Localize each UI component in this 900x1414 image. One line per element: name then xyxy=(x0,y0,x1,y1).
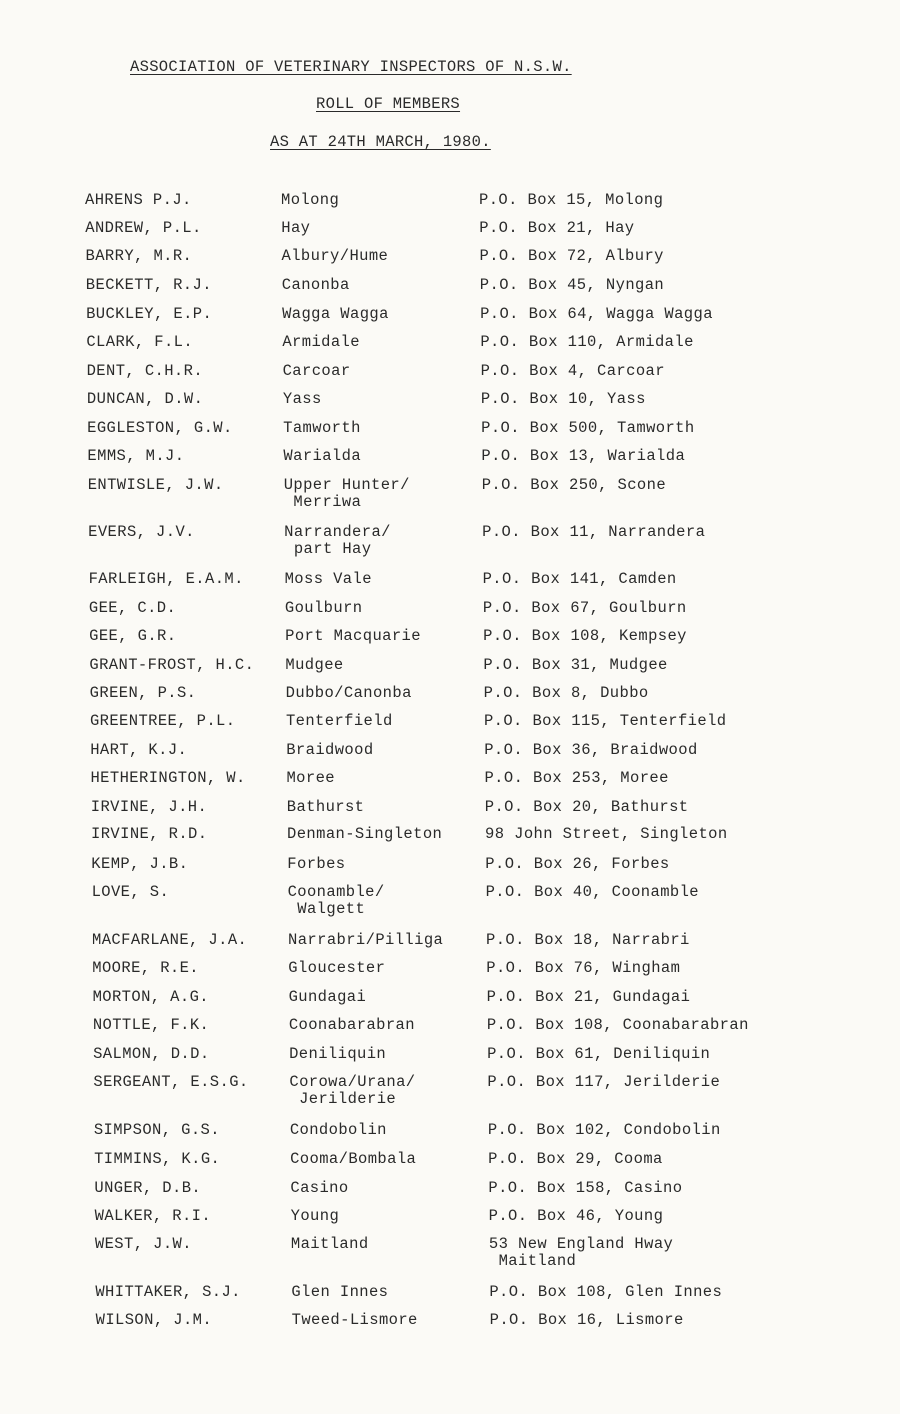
member-address: P.O. Box 21, Gundagai xyxy=(486,988,691,1006)
member-district: Forbes xyxy=(287,855,346,873)
member-name: SALMON, D.D. xyxy=(93,1045,210,1063)
member-name: DENT, C.H.R. xyxy=(86,362,204,380)
member-district: Corowa/Urana/ Jerilderie xyxy=(289,1073,416,1108)
member-address: P.O. Box 8, Dubbo xyxy=(483,684,649,702)
member-district: Moss Vale xyxy=(284,570,372,588)
member-name: CLARK, F.L. xyxy=(86,333,194,351)
member-district: Cooma/Bombala xyxy=(290,1150,417,1168)
member-name: IRVINE, J.H. xyxy=(90,798,208,816)
member-district: Port Macquarie xyxy=(285,627,421,645)
member-district: Braidwood xyxy=(286,741,374,759)
member-district: Young xyxy=(290,1207,340,1225)
member-name: WHITTAKER, S.J. xyxy=(95,1283,241,1301)
member-address: P.O. Box 46, Young xyxy=(488,1207,664,1225)
member-address: P.O. Box 13, Warialda xyxy=(481,447,686,465)
member-name: MORTON, A.G. xyxy=(92,988,209,1006)
member-name: DUNCAN, D.W. xyxy=(86,390,204,408)
member-address: P.O. Box 18, Narrabri xyxy=(486,931,690,949)
member-name: HETHERINGTON, W. xyxy=(90,769,246,787)
member-district: Denman-Singleton xyxy=(287,825,443,843)
member-address: P.O. Box 64, Wagga Wagga xyxy=(480,305,713,323)
member-district: Canonba xyxy=(281,276,350,294)
member-district: Dubbo/Canonba xyxy=(285,684,412,702)
member-name: ENTWISLE, J.W. xyxy=(87,476,224,494)
member-name: EGGLESTON, G.W. xyxy=(87,419,233,437)
member-address: P.O. Box 108, Coonabarabran xyxy=(486,1016,749,1034)
member-address: P.O. Box 141, Camden xyxy=(482,570,677,588)
member-district: Tamworth xyxy=(283,419,361,437)
member-address: P.O. Box 16, Lismore xyxy=(489,1311,684,1329)
member-name: SIMPSON, G.S. xyxy=(93,1121,220,1139)
member-name: ANDREW, P.L. xyxy=(85,219,202,237)
member-name: MACFARLANE, J.A. xyxy=(92,931,248,949)
member-name: IRVINE, R.D. xyxy=(91,825,208,843)
member-district: Tweed-Lismore xyxy=(291,1311,418,1329)
member-district: Condobolin xyxy=(289,1121,387,1139)
member-district: Armidale xyxy=(282,333,360,351)
member-district: Coonamble/ Walgett xyxy=(287,883,385,918)
member-address: P.O. Box 110, Armidale xyxy=(480,333,694,351)
member-name: FARLEIGH, E.A.M. xyxy=(88,570,244,588)
member-address: P.O. Box 36, Braidwood xyxy=(484,741,698,759)
member-district: Moree xyxy=(286,769,335,787)
member-address: P.O. Box 61, Deniliquin xyxy=(487,1045,711,1063)
member-name: GREEN, P.S. xyxy=(89,684,197,702)
member-address: P.O. Box 108, Glen Innes xyxy=(489,1283,723,1301)
member-address: P.O. Box 102, Condobolin xyxy=(487,1121,721,1139)
member-address: P.O. Box 108, Kempsey xyxy=(483,627,687,645)
member-district: Warialda xyxy=(283,447,362,465)
member-name: AHRENS P.J. xyxy=(85,191,192,209)
member-name: GEE, C.D. xyxy=(88,599,177,617)
member-district: Narrabri/Pilliga xyxy=(288,931,444,949)
member-address: P.O. Box 15, Molong xyxy=(479,191,664,209)
member-district: Yass xyxy=(282,390,322,408)
member-name: GEE, G.R. xyxy=(89,627,177,645)
member-address: P.O. Box 29, Cooma xyxy=(488,1150,663,1168)
member-name: WILSON, J.M. xyxy=(95,1311,213,1329)
member-name: GRANT-FROST, H.C. xyxy=(89,656,255,674)
member-district: Narrandera/ part Hay xyxy=(284,523,391,558)
member-address: P.O. Box 10, Yass xyxy=(480,390,646,408)
member-name: TIMMINS, K.G. xyxy=(94,1150,221,1168)
member-name: GREENTREE, P.L. xyxy=(89,712,236,730)
member-district: Carcoar xyxy=(282,362,351,380)
member-name: WALKER, R.I. xyxy=(94,1207,212,1225)
member-district: Upper Hunter/ Merriwa xyxy=(283,476,410,511)
member-name: LOVE, S. xyxy=(91,883,170,901)
member-address: 98 John Street, Singleton xyxy=(485,825,728,843)
member-name: BARRY, M.R. xyxy=(85,247,193,265)
member-name: EVERS, J.V. xyxy=(88,523,195,541)
roll-heading: ROLL OF MEMBERS xyxy=(316,95,461,113)
member-address: P.O. Box 67, Goulburn xyxy=(482,599,687,617)
member-district: Gundagai xyxy=(288,988,367,1006)
member-name: EMMS, M.J. xyxy=(87,447,185,465)
member-district: Wagga Wagga xyxy=(282,305,389,323)
member-address: P.O. Box 45, Nyngan xyxy=(479,276,665,294)
member-district: Maitland xyxy=(290,1235,369,1253)
member-district: Glen Innes xyxy=(291,1283,389,1301)
member-district: Casino xyxy=(290,1179,349,1197)
member-address: P.O. Box 40, Coonamble xyxy=(485,883,699,901)
date-heading: AS AT 24TH MARCH, 1980. xyxy=(270,133,491,151)
member-district: Bathurst xyxy=(286,798,365,816)
member-address: P.O. Box 253, Moree xyxy=(484,769,669,787)
member-district: Coonabarabran xyxy=(288,1016,415,1034)
member-address: P.O. Box 76, Wingham xyxy=(486,959,681,977)
member-district: Goulburn xyxy=(284,599,363,617)
member-district: Hay xyxy=(281,219,311,237)
member-district: Deniliquin xyxy=(289,1045,387,1063)
member-address: P.O. Box 117, Jerilderie xyxy=(487,1073,721,1091)
member-name: NOTTLE, F.K. xyxy=(92,1016,210,1034)
member-name: MOORE, R.E. xyxy=(92,959,199,977)
member-address: P.O. Box 250, Scone xyxy=(481,476,667,494)
member-district: Molong xyxy=(281,191,340,209)
member-address: P.O. Box 31, Mudgee xyxy=(483,656,668,674)
member-name: BECKETT, R.J. xyxy=(85,276,212,294)
member-address: P.O. Box 20, Bathurst xyxy=(484,798,689,816)
member-district: Gloucester xyxy=(288,959,386,977)
member-name: SERGEANT, E.S.G. xyxy=(93,1073,249,1091)
member-name: KEMP, J.B. xyxy=(91,855,189,873)
member-address: P.O. Box 500, Tamworth xyxy=(481,419,695,437)
member-address: P.O. Box 72, Albury xyxy=(479,247,664,265)
association-heading: ASSOCIATION OF VETERINARY INSPECTORS OF N.S.W. xyxy=(130,58,572,76)
member-address: P.O. Box 26, Forbes xyxy=(485,855,670,873)
member-address: 53 New England Hway Maitland xyxy=(488,1235,674,1270)
member-address: P.O. Box 11, Narrandera xyxy=(482,523,706,541)
member-address: P.O. Box 115, Tenterfield xyxy=(483,712,727,730)
member-name: BUCKLEY, E.P. xyxy=(86,305,213,323)
member-district: Albury/Hume xyxy=(281,247,389,265)
member-district: Tenterfield xyxy=(285,712,393,730)
member-name: UNGER, D.B. xyxy=(94,1179,202,1197)
member-address: P.O. Box 158, Casino xyxy=(488,1179,683,1197)
member-name: HART, K.J. xyxy=(90,741,188,759)
member-address: P.O. Box 4, Carcoar xyxy=(480,362,665,380)
member-name: WEST, J.W. xyxy=(94,1235,192,1253)
member-address: P.O. Box 21, Hay xyxy=(479,219,635,237)
member-district: Mudgee xyxy=(285,656,344,674)
